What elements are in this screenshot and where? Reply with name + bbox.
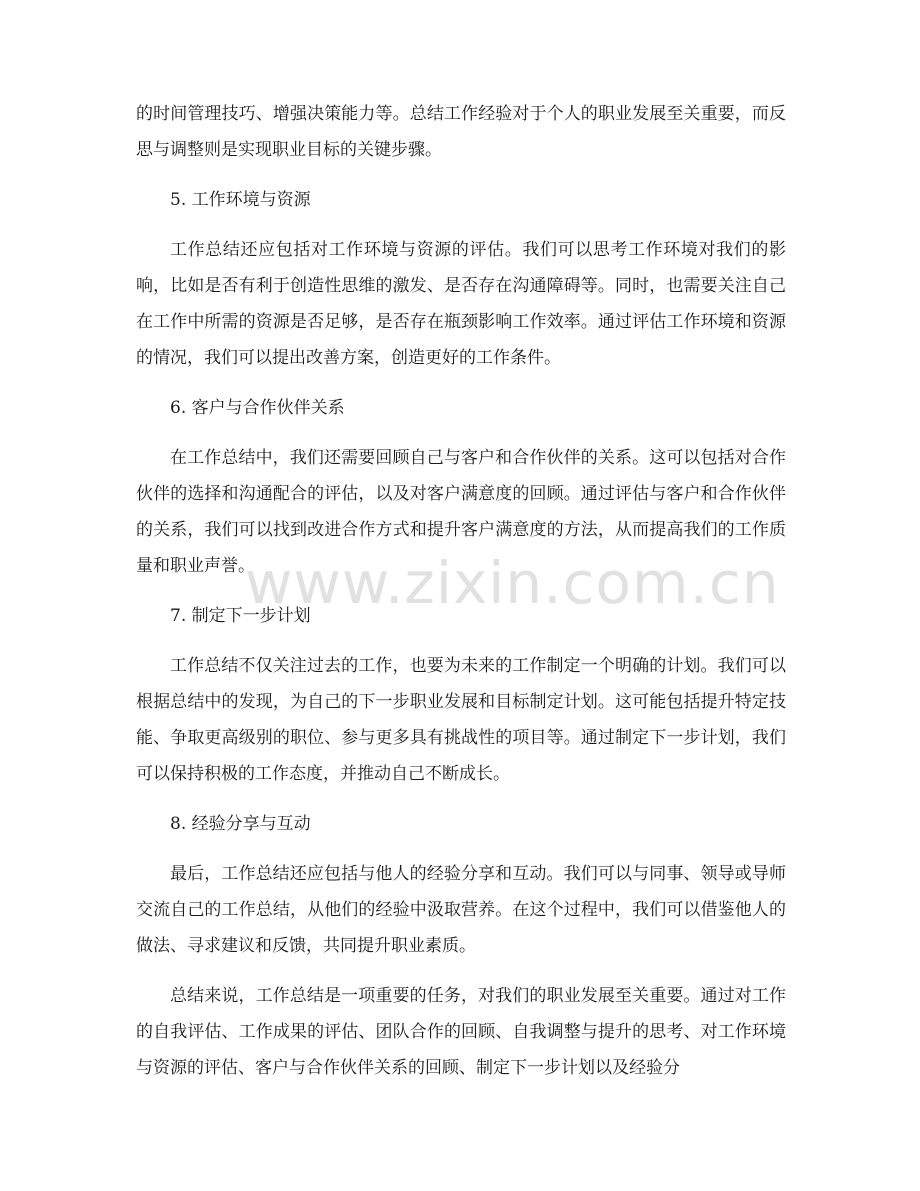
intro-continuation-paragraph: 的时间管理技巧、增强决策能力等。总结工作经验对于个人的职业发展至关重要，而反思与调整则是实现职业目标的关键步骤。: [136, 104, 786, 160]
section-heading-8: 8. 经验分享与互动: [170, 814, 311, 834]
watermark: www.zixin.com.cn: [245, 549, 780, 617]
section-body-8: 最后，工作总结还应包括与他人的经验分享和互动。我们可以与同事、领导或导师交流自己的工作总结，从他们的经验中汲取营养。在这个过程中，我们可以借鉴他人的做法、寻求建议和反馈，共同提升职业素质。: [136, 864, 786, 956]
section-heading-7: 7. 制定下一步计划: [170, 606, 311, 626]
conclusion-paragraph: 总结来说，工作总结是一项重要的任务，对我们的职业发展至关重要。通过对工作的自我评估、工作成果的评估、团队合作的回顾、自我调整与提升的思考、对工作环境与资源的评估、客户与合作伙伴关系的回顾、制定下一步计划以及经验分: [136, 986, 786, 1078]
section-body-7: 工作总结不仅关注过去的工作，也要为未来的工作制定一个明确的计划。我们可以根据总结中的发现，为自己的下一步职业发展和目标制定计划。这可能包括提升特定技能、争取更高级别的职位、参与更多具有挑战性的项目等。通过制定下一步计划，我们可以保持积极的工作态度，并推动自己不断成长。: [136, 656, 786, 784]
section-heading-6: 6. 客户与合作伙伴关系: [170, 398, 345, 418]
document-page: [136, 96, 786, 1086]
section-heading-5: 5. 工作环境与资源: [170, 190, 311, 210]
section-body-6: 在工作总结中，我们还需要回顾自己与客户和合作伙伴的关系。这可以包括对合作伙伴的选择和沟通配合的评估，以及对客户满意度的回顾。通过评估与客户和合作伙伴的关系，我们可以找到改进合作方式和提升客户满意度的方法，从而提高我们的工作质量和职业声誉。: [136, 448, 786, 576]
section-body-5: 工作总结还应包括对工作环境与资源的评估。我们可以思考工作环境对我们的影响，比如是否有利于创造性思维的激发、是否存在沟通障碍等。同时，也需要关注自己在工作中所需的资源是否足够，是否存在瓶颈影响工作效率。通过评估工作环境和资源的情况，我们可以提出改善方案，创造更好的工作条件。: [136, 240, 786, 368]
